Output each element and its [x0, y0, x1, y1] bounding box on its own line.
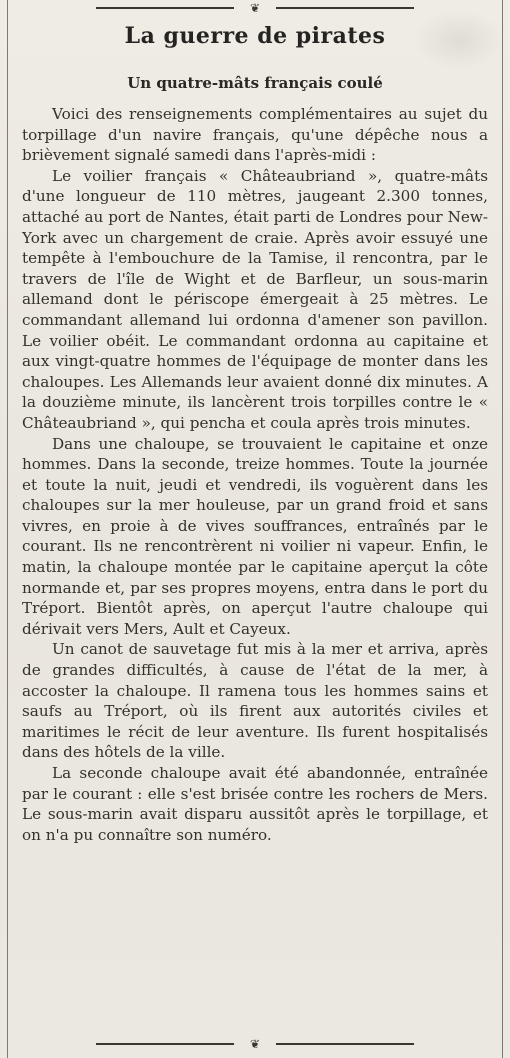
article-title: La guerre de pirates — [124, 23, 386, 49]
paragraph-intro: Voici des renseignements complémentaires au sujet du torpillage d'un navire français, qu'une dépêche nous a brièvement signalé samedi dans l'après-midi : — [22, 105, 488, 165]
rule-line-right — [276, 7, 414, 9]
rule-line-left — [96, 7, 234, 9]
fleuron-ornament: ❦ — [249, 1, 261, 15]
paragraph-conclusion: La seconde chaloupe avait été abandonnée, entraînée par le courant : elle s'est brisée contre les rochers de Mers. Le sous-marin avait disparu aussitôt après le torpillage, et on n'a pu connaître son numéro. — [22, 764, 488, 844]
rule-line-right — [276, 1043, 414, 1045]
paragraph-rescue: Un canot de sauvetage fut mis à la mer et arriva, après de grandes difficultés, à cause de l'état de la mer, à accoster la chaloupe. Il ramena tous les hommes sains et saufs au Tréport, où ils firent aux autorités civiles et maritimes le récit de leur aventure. Ils furent hospitalisés dans des hôtels de la ville. — [22, 640, 488, 762]
top-ornamental-rule — [96, 1, 414, 15]
fleuron-ornament: ❦ — [249, 1037, 261, 1051]
column-border-right — [502, 0, 503, 1058]
bottom-ornamental-rule — [96, 1037, 414, 1051]
paragraph-sinking: Le voilier français « Châteaubriand », quatre-mâts d'une longueur de 110 mètres, jaugeant 2.300 tonnes, attaché au port de Nantes, était parti de Londres pour New-York avec un chargement de craie. Après avoir essuyé une tempête à l'embouchure de la Tamise, il rencontra, par le travers de l'île de Wight et de Barfleur, un sous-marin allemand dont le périscope émergeait à 25 mètres. Le commandant allemand lui ordonna d'amener son pavillon. Le voilier obéit. Le commandant ordonna au capitaine et aux vingt-quatre hommes de l'équipage de monter dans les chaloupes. Les Allemands leur avaient donné dix minutes. A la douzième minute, ils lancèrent trois torpilles contre le « Châteaubriand », qui pencha et coula après trois minutes. — [22, 166, 488, 432]
paragraph-lifeboats: Dans une chaloupe, se trouvaient le capitaine et onze hommes. Dans la seconde, treize hommes. Toute la journée et toute la nuit, jeudi et vendredi, ils voguèrent dans les chaloupes sur la mer houleuse, par un grand froid et sans vivres, en proie à de vives souffrances, entraînés par le courant. Ils ne rencontrèrent ni voilier ni vapeur. Enfin, le matin, la chaloupe montée par le capitaine aperçut la côte normande et, par ses propres moyens, entra dans le port du Tréport. Bientôt après, on aperçut l'autre chaloupe qui dérivait vers Mers, Ault et Cayeux. — [22, 434, 488, 638]
article-body — [22, 104, 488, 845]
rule-line-left — [96, 1043, 234, 1045]
article-subtitle: Un quatre-mâts français coulé — [127, 74, 383, 92]
column-border-left — [7, 0, 8, 1058]
